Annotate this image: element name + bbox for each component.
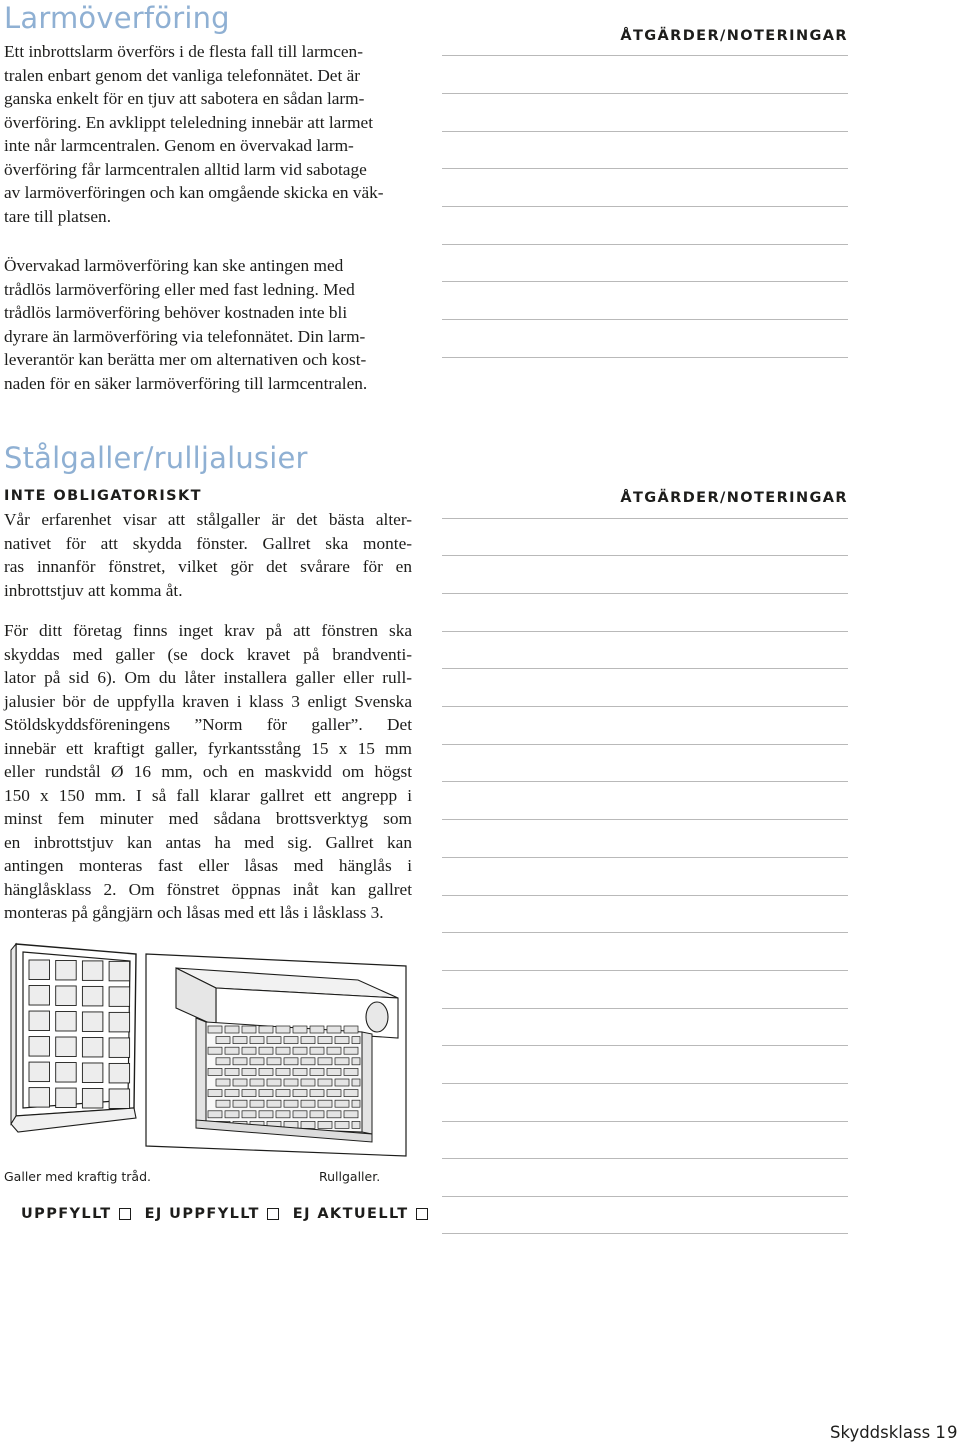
shutter-slat — [267, 1037, 281, 1044]
shutter-slat — [284, 1058, 298, 1065]
grille-opening — [82, 1089, 103, 1109]
shutter-slat — [352, 1100, 360, 1107]
shutter-slat — [267, 1058, 281, 1065]
shutter-slat — [208, 1090, 222, 1097]
shutter-slat — [327, 1047, 341, 1054]
shutter-slat — [318, 1100, 332, 1107]
notes-heading-1: ÅTGÄRDER/NOTERINGAR — [620, 28, 848, 44]
shutter-slat — [225, 1090, 239, 1097]
shutter-slat — [242, 1068, 256, 1075]
shutter-slat — [293, 1111, 307, 1118]
note-line[interactable] — [442, 319, 848, 320]
checkbox-ej-aktuellt[interactable]: EJ AKTUELLT — [293, 1206, 428, 1222]
grille-opening — [56, 1037, 76, 1057]
note-line[interactable] — [442, 593, 848, 594]
shutter-slat — [284, 1037, 298, 1044]
shutter-slat — [327, 1026, 341, 1033]
caption-galler: Galler med kraftig tråd. — [4, 1169, 151, 1184]
shutter-slat — [310, 1026, 324, 1033]
grille-opening — [82, 1037, 103, 1057]
note-line[interactable] — [442, 1158, 848, 1159]
shutter-slat — [259, 1026, 273, 1033]
note-line[interactable] — [442, 357, 848, 358]
shutter-slat — [267, 1100, 281, 1107]
shutter-slat — [242, 1090, 256, 1097]
shutter-slat — [233, 1100, 247, 1107]
shutter-slat — [293, 1068, 307, 1075]
shutter-slat — [276, 1047, 290, 1054]
grille-opening — [109, 961, 130, 981]
shutter-slat — [259, 1068, 273, 1075]
shutter-slat — [225, 1047, 239, 1054]
grille-opening — [109, 1089, 130, 1109]
shutter-slat — [352, 1037, 360, 1044]
shutter-slat — [259, 1047, 273, 1054]
grille-opening — [109, 1012, 130, 1032]
shutter-slat — [318, 1058, 332, 1065]
shutter-slat — [259, 1111, 273, 1118]
shutter-slat — [259, 1090, 273, 1097]
shutter-slat — [293, 1047, 307, 1054]
shutter-slat — [318, 1121, 332, 1128]
note-line[interactable] — [442, 857, 848, 858]
shutter-slat — [242, 1026, 256, 1033]
shutter-slat — [216, 1100, 230, 1107]
note-line[interactable] — [442, 1121, 848, 1122]
shutter-slat — [301, 1037, 315, 1044]
checkbox-square-icon[interactable] — [416, 1208, 428, 1220]
note-line[interactable] — [442, 93, 848, 94]
shutter-slat — [301, 1058, 315, 1065]
shutter-slat — [216, 1037, 230, 1044]
shutter-slat — [225, 1026, 239, 1033]
shutter-slat — [352, 1058, 360, 1065]
notes-area-1[interactable] — [442, 0, 848, 400]
shutter-slat — [318, 1037, 332, 1044]
shutter-slat — [242, 1111, 256, 1118]
note-line[interactable] — [442, 281, 848, 282]
shutter-slat — [301, 1079, 315, 1086]
grille-opening — [29, 1088, 50, 1108]
shutter-slat — [352, 1121, 360, 1128]
larmoverforing-paragraph-2: Övervakad larmöverföring kan ske antingen med trådlös larmöverföring eller med fast ledning. Med trådlös larmöverföring behöver kostnaden inte bli dyrare än larmöverföring via telefonnätet. Din larm- leverantör kan berätta mer om alternativen och kost- naden för en säker larmöverföring till larmcentralen. — [4, 256, 368, 393]
shutter-slat — [242, 1047, 256, 1054]
shutter-slat — [318, 1079, 332, 1086]
shutter-slat — [301, 1121, 315, 1128]
grille-opening — [29, 986, 50, 1006]
grille-opening — [56, 1088, 76, 1108]
shutter-slat — [208, 1047, 222, 1054]
note-line[interactable] — [442, 781, 848, 782]
shutter-slat — [233, 1079, 247, 1086]
grille-opening — [109, 1038, 130, 1058]
shutter-slat — [225, 1111, 239, 1118]
note-line[interactable] — [442, 168, 848, 169]
shutter-slat — [344, 1047, 358, 1054]
checkbox-square-icon[interactable] — [267, 1208, 279, 1220]
shutter-slat — [233, 1037, 247, 1044]
note-line[interactable] — [442, 668, 848, 669]
shutter-slat — [208, 1026, 222, 1033]
shutter-slat — [284, 1100, 298, 1107]
note-line[interactable] — [442, 1196, 848, 1197]
roller-shutter-illustration — [140, 938, 412, 1160]
shutter-slat — [335, 1121, 349, 1128]
shutter-slat — [276, 1090, 290, 1097]
shutter-slat — [335, 1058, 349, 1065]
checkbox-uppfyllt[interactable]: UPPFYLLT — [21, 1206, 131, 1222]
shutter-slat — [250, 1100, 264, 1107]
shutter-slat — [335, 1100, 349, 1107]
note-line[interactable] — [442, 1083, 848, 1084]
checkbox-square-icon[interactable] — [119, 1208, 131, 1220]
shutter-slat — [344, 1111, 358, 1118]
stalgaller-paragraph-1: Vår erfarenhet visar att stålgaller är det bästa alter- nativet för att skydda fönster. Gallret ska monte- ras innanför fönstret, vilket gör det svårare för en inbrottstjuv att komma åt. — [4, 510, 412, 600]
note-line[interactable] — [442, 706, 848, 707]
grille-opening — [29, 1037, 50, 1057]
shutter-slat — [310, 1090, 324, 1097]
caption-rullgaller: Rullgaller. — [319, 1169, 381, 1184]
shutter-slat — [276, 1026, 290, 1033]
note-line[interactable] — [442, 206, 848, 207]
note-line[interactable] — [442, 744, 848, 745]
notes-heading-2: ÅTGÄRDER/NOTERINGAR — [620, 490, 848, 506]
note-line[interactable] — [442, 631, 848, 632]
shutter-slat — [250, 1058, 264, 1065]
shutter-slat — [233, 1058, 247, 1065]
grille-opening — [56, 1063, 76, 1083]
shutter-slat — [335, 1037, 349, 1044]
note-line[interactable] — [442, 131, 848, 132]
shutter-slat — [344, 1026, 358, 1033]
shutter-slat — [284, 1079, 298, 1086]
shutter-slat — [208, 1111, 222, 1118]
footer-label: Skyddsklass 1 — [830, 1423, 946, 1442]
note-line[interactable] — [442, 1233, 848, 1234]
grille-opening — [82, 986, 103, 1006]
subheading-inte-obligatoriskt: INTE OBLIGATORISKT — [4, 488, 202, 504]
note-line[interactable] — [442, 55, 848, 56]
shutter-slat — [250, 1037, 264, 1044]
note-line[interactable] — [442, 970, 848, 971]
shutter-slat — [250, 1079, 264, 1086]
grille-opening — [29, 1062, 50, 1082]
grille-opening — [29, 960, 50, 980]
grille-opening — [29, 1011, 50, 1031]
shutter-slat — [293, 1026, 307, 1033]
shutter-slat — [293, 1090, 307, 1097]
note-line[interactable] — [442, 555, 848, 556]
shutter-slat — [335, 1079, 349, 1086]
grille-opening — [82, 961, 103, 981]
larmoverforing-paragraph-1: Ett inbrottslarm överförs i de flesta fall till larmcen- tralen enbart genom det vanliga telefonnätet. Det är ganska enkelt för en tjuv att sabotera en sådan larm- överföring. En avklippt teleledning innebär att larmet inte når larmcentralen. Genom en övervakad larm- överföring får larmcentralen alltid larm vid sabotage av larmöverföringen och kan omgående skicka en väk- tare till platsen. — [4, 42, 384, 226]
status-checkboxes — [21, 1206, 428, 1222]
grille-opening — [56, 986, 76, 1006]
shutter-slat — [310, 1068, 324, 1075]
note-line[interactable] — [442, 518, 848, 519]
note-line[interactable] — [442, 1008, 848, 1009]
window-grille-illustration — [8, 940, 138, 1160]
notes-area-2[interactable] — [442, 500, 848, 1240]
section-title-stalgaller: Stålgaller/rulljalusier — [4, 441, 308, 475]
section-title-larmoverforing: Larmöverföring — [4, 1, 230, 35]
shutter-slat — [327, 1111, 341, 1118]
shutter-slat — [344, 1090, 358, 1097]
shutter-slat — [301, 1100, 315, 1107]
shutter-slat — [352, 1079, 360, 1086]
checkbox-ej-uppfyllt[interactable]: EJ UPPFYLLT — [145, 1206, 279, 1222]
grille-opening — [56, 1011, 76, 1031]
shutter-slat — [327, 1068, 341, 1075]
grille-opening — [56, 960, 76, 980]
shutter-slat — [344, 1068, 358, 1075]
shutter-slat — [208, 1068, 222, 1075]
shutter-slat — [310, 1111, 324, 1118]
grille-opening — [109, 1063, 130, 1082]
note-line[interactable] — [442, 895, 848, 896]
shutter-slat — [327, 1090, 341, 1097]
note-line[interactable] — [442, 1045, 848, 1046]
grille-opening — [109, 987, 130, 1007]
grille-opening — [82, 1063, 103, 1083]
page-number: 9 — [947, 1423, 958, 1442]
shutter-slat — [310, 1047, 324, 1054]
shutter-slat — [216, 1079, 230, 1086]
note-line[interactable] — [442, 819, 848, 820]
grille-opening — [82, 1012, 103, 1031]
shutter-slat — [276, 1111, 290, 1118]
note-line[interactable] — [442, 932, 848, 933]
stalgaller-paragraph-2: För ditt företag finns inget krav på att fönstren ska skyddas med galler (se dock kravet på brandventi- lator på sid 6). Om du låter installera galler eller rull- jalusier bör de uppfylla kraven i klass 3 enligt Svenska Stöldskyddsföreningens ”Norm för galler”. Det innebär ett kraftigt galler, fyrkantsstång 15 x 15 mm eller rundstål Ø 16 mm, och en maskvidd om högst 150 x 150 mm. I så fall klarar gallret ett angrepp i minst fem minuter med sådana brottsverktyg som en inbrottstjuv kan antas ha med sig. Gallret kan antingen monteras fast eller låsas med hänglås i hänglåsklass 2. Om fönstret öppnas inåt kan gallret monteras på gångjärn och låsas med ett lås i låsklass 3. — [4, 621, 412, 922]
shutter-slat — [267, 1079, 281, 1086]
note-line[interactable] — [442, 244, 848, 245]
shutter-slat — [216, 1058, 230, 1065]
shutter-slat — [225, 1068, 239, 1075]
shutter-slat — [276, 1068, 290, 1075]
